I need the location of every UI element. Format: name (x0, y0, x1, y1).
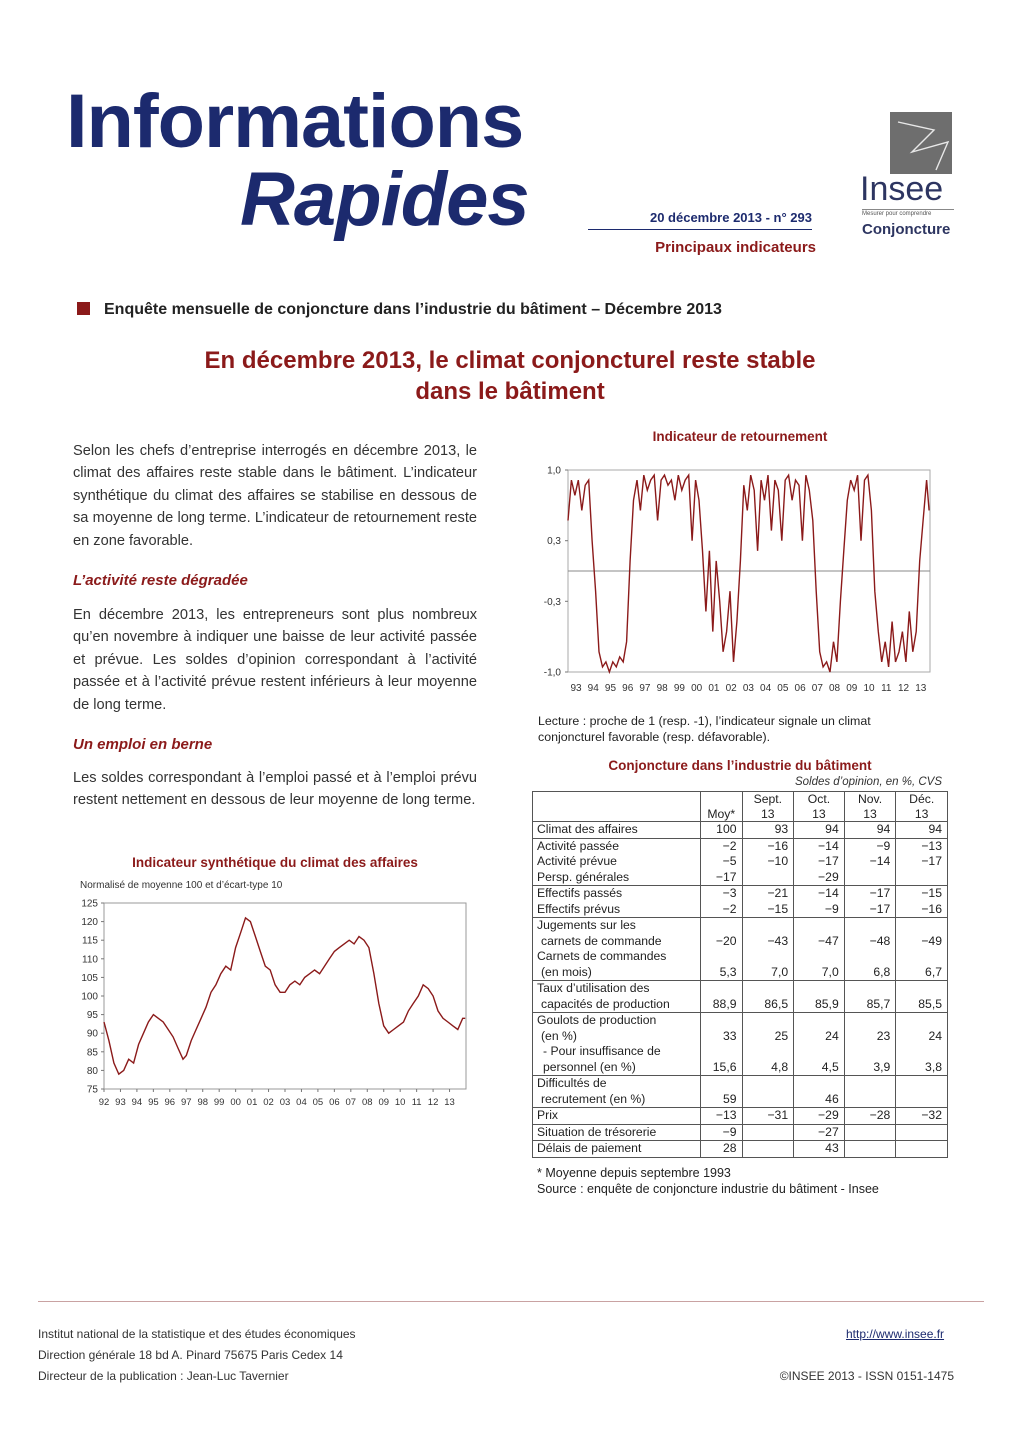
table-column-header (896, 792, 948, 822)
table-cell: −28 (844, 1108, 896, 1125)
table-notes (537, 1165, 879, 1197)
table-header-row (533, 792, 948, 822)
table-cell: 94 (794, 822, 845, 839)
retournement-x-tick-label: 10 (863, 683, 875, 694)
table-cell: 23 (844, 1013, 896, 1045)
retournement-series-line (568, 475, 929, 672)
climat-x-tick-label: 97 (180, 1097, 192, 1108)
table-row (533, 854, 948, 870)
table-row (533, 1141, 948, 1158)
table-cell: 100 (701, 822, 743, 839)
table-cell: 85,9 (794, 981, 845, 1013)
climat-x-tick-label: 13 (444, 1097, 455, 1108)
table-row (533, 918, 948, 950)
table-cell: 85,7 (844, 981, 896, 1013)
table-title: Conjoncture dans l’industrie du bâtiment (608, 758, 872, 773)
table-cell: −29 (794, 870, 845, 886)
table-row (533, 902, 948, 918)
retournement-x-tick-label: 09 (846, 683, 858, 694)
table-cell: −21 (742, 886, 794, 902)
climat-x-tick-label: 07 (345, 1097, 357, 1108)
row-label-line: personnel (en %) (543, 1059, 636, 1074)
climat-series-line (104, 918, 465, 1074)
table-cell: −17 (896, 854, 948, 870)
table-cell: 94 (896, 822, 948, 839)
climat-x-tick-label: 05 (312, 1097, 324, 1108)
table-cell: 24 (794, 1013, 845, 1045)
table-cell: 46 (794, 1076, 845, 1108)
table-column-header (794, 792, 845, 822)
row-label-line: (en mois) (541, 964, 592, 979)
retournement-x-tick-label: 95 (604, 683, 617, 694)
table-cell: −17 (844, 886, 896, 902)
climat-x-tick-label: 11 (411, 1097, 422, 1108)
table-cell (844, 870, 896, 886)
issue-date: 20 décembre 2013 - n° 293 (649, 210, 812, 225)
table-row-label (533, 1124, 701, 1141)
table-cell: −16 (742, 838, 794, 854)
masthead-title-line2: Rapides (240, 157, 529, 242)
table-row-label (533, 838, 701, 854)
retournement-x-tick-label: 99 (673, 683, 685, 694)
insee-logo (860, 112, 956, 240)
footer-rule (38, 1301, 984, 1302)
climat-y-tick-label: 90 (86, 1028, 98, 1040)
table-cell: −15 (742, 902, 794, 918)
section2-title: Un emploi en berne (73, 736, 213, 753)
column-header-line2: 13 (863, 806, 877, 821)
logo-mark-icon (890, 112, 952, 174)
column-header-line2: Moy* (707, 806, 736, 821)
climat-y-tick-label: 105 (81, 972, 98, 984)
climat-x-tick-label: 00 (230, 1097, 241, 1108)
retournement-x-tick-label: 00 (691, 683, 703, 694)
table-cell: 6,7 (896, 949, 948, 981)
table-row-label (533, 1108, 701, 1125)
section2-paragraph: Les soldes correspondant à l’emploi passé et à l’emploi prévu restent nettement en dessous de leur moyenne de long terme. (73, 770, 477, 809)
table-row (533, 949, 948, 981)
climat-y-tick-label: 85 (86, 1047, 98, 1059)
row-label-line: Carnets de commandes (537, 949, 667, 963)
table-cell: 15,6 (701, 1044, 743, 1076)
table-cell: −9 (844, 838, 896, 854)
table-cell: −9 (794, 902, 845, 918)
table-cell: 7,0 (794, 949, 845, 981)
table-cell: −10 (742, 854, 794, 870)
table-cell: −14 (794, 838, 845, 854)
column-header-line1: Oct. (807, 792, 831, 806)
table-cell (896, 870, 948, 886)
table-cell: 59 (701, 1076, 743, 1108)
retournement-y-tick-label: -0,3 (543, 596, 561, 608)
table-footnote: * Moyenne depuis septembre 1993 (537, 1166, 731, 1180)
table-row-label (533, 918, 701, 950)
table-cell: 25 (742, 1013, 794, 1045)
table-cell: 7,0 (742, 949, 794, 981)
column-header-line1: Déc. (909, 792, 935, 806)
table-cell: −15 (896, 886, 948, 902)
retournement-y-tick-label: 1,0 (547, 465, 561, 477)
climat-x-tick-label: 10 (394, 1097, 406, 1108)
table-row (533, 886, 948, 902)
retournement-x-tick-label: 11 (881, 683, 892, 694)
climat-y-tick-label: 95 (86, 1010, 98, 1022)
table-column-header (701, 792, 743, 822)
climat-y-tick-label: 75 (86, 1084, 98, 1096)
table-row-label (533, 854, 701, 870)
column-header-line1 (705, 792, 738, 807)
row-label-line: Situation de trésorerie (537, 1124, 657, 1139)
climat-y-tick-label: 110 (82, 954, 98, 966)
footer-address: Direction générale 18 bd A. Pinard 75675 Paris Cedex 14 (38, 1348, 343, 1362)
table-row-label (533, 1141, 701, 1158)
retournement-chart (530, 458, 950, 698)
climat-x-tick-label: 09 (378, 1097, 390, 1108)
table-cell: −17 (794, 854, 845, 870)
row-label-line: Difficultés de (537, 1076, 607, 1090)
table-cell: −16 (896, 902, 948, 918)
row-label-line: Effectifs passés (537, 886, 623, 900)
footer-link[interactable]: http://www.insee.fr (846, 1327, 945, 1341)
climat-plot-frame (104, 903, 466, 1089)
climat-x-tick-label: 92 (98, 1097, 110, 1108)
climat-x-tick-label: 98 (197, 1097, 209, 1108)
table-row-label (533, 949, 701, 981)
logo-tagline: Mesurer pour comprendre (862, 209, 954, 217)
table-cell: −5 (701, 854, 743, 870)
table-cell: 85,5 (896, 981, 948, 1013)
retournement-y-tick-label: 0,3 (547, 536, 561, 548)
table-units: Soldes d’opinion, en %, CVS (794, 776, 942, 788)
row-label-line: Prix (537, 1108, 558, 1122)
column-header-line2: 13 (914, 806, 929, 821)
footer-copyright: ©INSEE 2013 - ISSN 0151-1475 (779, 1369, 954, 1383)
table-row-label (533, 886, 701, 902)
climat-y-tick-label: 100 (81, 991, 98, 1003)
climat-x-tick-label: 08 (361, 1097, 373, 1108)
table-cell: 86,5 (742, 981, 794, 1013)
row-label-line: recrutement (en %) (541, 1091, 646, 1106)
table-row (533, 1076, 948, 1108)
indicators-table (532, 791, 948, 1158)
retournement-x-tick-label: 02 (725, 683, 737, 694)
issue-category: Principaux indicateurs (655, 239, 816, 256)
table-cell: 6,8 (844, 949, 896, 981)
column-header-line2: 13 (761, 806, 775, 821)
retournement-x-tick-label: 04 (760, 683, 772, 694)
table-cell (896, 1141, 948, 1158)
masthead-rule (588, 229, 812, 230)
table-cell: −14 (844, 854, 896, 870)
table-row-label (533, 1044, 701, 1076)
table-cell: −17 (701, 870, 743, 886)
table-cell: 93 (742, 822, 794, 839)
retournement-x-tick-label: 06 (794, 683, 806, 694)
table-row-label (533, 870, 701, 886)
climat-x-tick-label: 94 (131, 1097, 143, 1108)
table-cell: −43 (742, 918, 794, 950)
table-cell: −49 (896, 918, 948, 950)
climat-chart (70, 895, 480, 1120)
table-cell: −32 (896, 1108, 948, 1125)
climat-x-tick-label: 12 (427, 1097, 439, 1108)
retournement-x-tick-label: 97 (639, 683, 651, 694)
table-row-label (533, 1076, 701, 1108)
row-label-line: Climat des affaires (537, 822, 638, 836)
column-header-line2: 13 (812, 806, 826, 821)
table-cell (844, 1076, 896, 1108)
retournement-x-tick-label: 98 (656, 683, 668, 694)
table-cell: −29 (794, 1108, 845, 1125)
climat-x-tick-label: 04 (296, 1097, 307, 1108)
row-label-line: carnets de commande (541, 933, 662, 948)
table-cell: 3,9 (844, 1044, 896, 1076)
retournement-x-tick-label: 05 (777, 683, 789, 694)
row-label-line: Taux d’utilisation des (537, 981, 650, 995)
table-row (533, 1013, 948, 1045)
climat-x-tick-label: 93 (115, 1097, 126, 1108)
row-label-line: Goulots de production (537, 1013, 657, 1027)
table-cell: −14 (794, 886, 845, 902)
row-label-line: Activité passée (537, 838, 619, 853)
climat-chart-subtitle: Normalisé de moyenne 100 et d’écart-type 10 (80, 880, 283, 891)
climat-y-tick-label: 80 (86, 1065, 98, 1077)
retournement-x-tick-label: 07 (811, 683, 823, 694)
row-label-line: - Pour insuffisance de (543, 1044, 661, 1058)
headline (120, 345, 900, 407)
table-row (533, 838, 948, 854)
table-cell: 28 (701, 1141, 743, 1158)
retournement-x-tick-label: 13 (915, 683, 927, 694)
footer-institute: Institut national de la statistique et des études économiques (38, 1327, 356, 1341)
column-header-line1: Sept. (753, 792, 783, 806)
table-cell: −47 (794, 918, 845, 950)
table-cell: −48 (844, 918, 896, 950)
section1-paragraph: En décembre 2013, les entrepreneurs sont plus nombreux qu’en novembre à indiquer une baisse de leur activité passée et prévue. Les soldes d’opinion correspondant à l’activité passée et à l’activité prévue restent inférieurs à leur moyenne de long terme. (73, 607, 477, 713)
table-cell (896, 1076, 948, 1108)
retournement-reading-note: Lecture : proche de 1 (resp. -1), l’indicateur signale un climat conjoncturel favorable (resp. défavorable). (538, 714, 871, 744)
table-cell: −13 (896, 838, 948, 854)
climat-x-tick-label: 01 (246, 1097, 258, 1108)
footer-director: Directeur de la publication : Jean-Luc Tavernier (38, 1369, 289, 1383)
row-label-line: capacités de production (541, 996, 670, 1011)
climat-y-tick-label: 115 (82, 935, 98, 947)
climat-x-tick-label: 95 (148, 1097, 159, 1108)
table-row (533, 981, 948, 1013)
table-header-blank (533, 792, 701, 822)
table-cell (742, 1076, 794, 1108)
retournement-x-tick-label: 93 (570, 683, 582, 694)
climat-x-tick-label: 06 (329, 1097, 340, 1108)
table-cell: −2 (701, 902, 743, 918)
table-cell: −17 (844, 902, 896, 918)
row-label-line: (en %) (541, 1028, 577, 1043)
table-cell: −9 (701, 1124, 743, 1141)
table-row (533, 1108, 948, 1125)
table-cell (742, 1124, 794, 1141)
table-cell: 4,8 (742, 1044, 794, 1076)
climat-y-tick-label: 120 (81, 917, 98, 929)
retournement-x-tick-label: 08 (829, 683, 841, 694)
table-row-label (533, 981, 701, 1013)
table-cell (844, 1141, 896, 1158)
climat-x-tick-label: 02 (263, 1097, 274, 1108)
table-cell (742, 870, 794, 886)
table-cell: 4,5 (794, 1044, 845, 1076)
row-label-line: Persp. générales (537, 869, 630, 884)
logo-name: Insee (860, 170, 944, 208)
table-cell: 33 (701, 1013, 743, 1045)
table-cell: 88,9 (701, 981, 743, 1013)
table-cell: −27 (794, 1124, 845, 1141)
table-cell: −3 (701, 886, 743, 902)
row-label-line: Effectifs prévus (537, 901, 621, 916)
column-header-line1: Nov. (857, 792, 883, 806)
table-cell (896, 1124, 948, 1141)
table-cell: −2 (701, 838, 743, 854)
retournement-x-tick-label: 01 (708, 683, 720, 694)
table-cell: 3,8 (896, 1044, 948, 1076)
table-cell: 5,3 (701, 949, 743, 981)
retournement-x-tick-label: 96 (622, 683, 634, 694)
table-cell: 94 (844, 822, 896, 839)
table-row-label (533, 902, 701, 918)
retournement-x-tick-label: 12 (897, 683, 910, 694)
headline-line1: En décembre 2013, le climat conjoncturel reste stable (204, 347, 816, 374)
row-label-line: Délais de paiement (537, 1141, 642, 1155)
retournement-chart-title: Indicateur de retournement (652, 429, 828, 444)
climat-chart-title: Indicateur synthétique du climat des affaires (132, 855, 418, 870)
table-row (533, 1044, 948, 1076)
table-cell: −20 (701, 918, 743, 950)
table-row (533, 870, 948, 886)
retournement-x-tick-label: 94 (587, 683, 599, 694)
table-cell: 43 (794, 1141, 845, 1158)
table-source: Source : enquête de conjoncture industrie du bâtiment - Insee (537, 1182, 879, 1196)
table-row (533, 1124, 948, 1141)
table-column-header (742, 792, 794, 822)
row-label-line: Jugements sur les (537, 918, 636, 932)
survey-title: Enquête mensuelle de conjoncture dans l’industrie du bâtiment – Décembre 2013 (104, 301, 722, 318)
table-row-label (533, 822, 701, 839)
table-cell: −31 (742, 1108, 794, 1125)
climat-x-tick-label: 03 (279, 1097, 291, 1108)
table-cell: 24 (896, 1013, 948, 1045)
table-cell (844, 1124, 896, 1141)
table-cell: −13 (701, 1108, 743, 1125)
table-row (533, 822, 948, 839)
table-cell (742, 1141, 794, 1158)
table-row-label (533, 1013, 701, 1045)
table-column-header (844, 792, 896, 822)
masthead-title-line1: Informations (66, 79, 524, 164)
headline-line2: dans le bâtiment (415, 378, 605, 405)
climat-x-tick-label: 96 (164, 1097, 176, 1108)
climat-y-tick-label: 125 (81, 898, 98, 910)
row-label-line: Activité prévue (537, 854, 617, 868)
section1-title: L’activité reste dégradée (73, 572, 248, 589)
survey-bullet-icon (77, 302, 90, 315)
logo-section: Conjoncture (862, 221, 951, 238)
climat-x-tick-label: 99 (213, 1097, 225, 1108)
retournement-x-tick-label: 03 (742, 683, 754, 694)
retournement-y-tick-label: -1,0 (543, 667, 561, 679)
intro-paragraph: Selon les chefs d’entreprise interrogés en décembre 2013, le climat des affaires reste stable dans le bâtiment. L’indicateur synthétique du climat des affaires se stabilise en dessous de sa moyenne de long terme. L’indicateur de retournement reste en zone favorable. (73, 443, 477, 549)
